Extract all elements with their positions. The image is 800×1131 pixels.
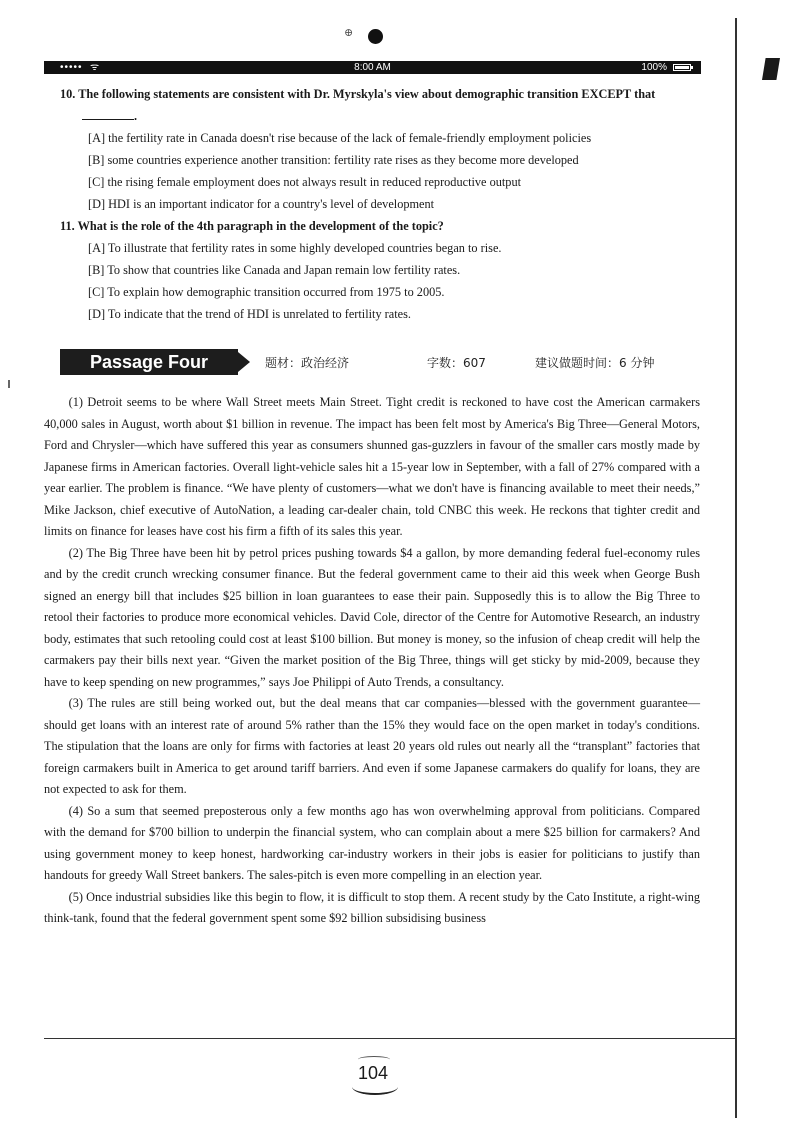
question-11-stem: 11. What is the role of the 4th paragraph in the development of the topic? — [60, 219, 444, 233]
question-10-option-b: [B] some countries experience another transition: fertility rate rises as they become more developed — [88, 153, 579, 167]
question-10-option-c: [C] the rising female employment does not always result in reduced reproductive output — [88, 175, 522, 189]
status-time: 8:00 AM — [354, 62, 391, 73]
banner-arrow-icon — [238, 352, 250, 372]
passage-header — [60, 346, 700, 380]
passage-body — [44, 392, 700, 930]
question-10-stem: 10. The following statements are consistent with Dr. Myrskyla's view about demographic transition EXCEPT that . — [60, 87, 656, 123]
registration-dot-icon — [368, 29, 383, 44]
page-number: 104 — [357, 1063, 389, 1083]
paragraph-2: (2) The Big Three have been hit by petrol prices pushing towards $4 a gallon, by more demanding federal fuel-economy rules and by the credit crunch wrecking consumer finance. But the federal government came to their aid this week when George Bush signed an energy bill that includes $25 billion in loan guarantees to ease their pain. Supposedly this is to allow the Big Three to retool their factories to produce more economical vehicles. David Cole, director of the Centre for Automotive Research, an industry body, estimates that such retooling could cost at least $100 billion. But money is money, so the infusion of cheap credit will help the carmakers pay their bills next year. “Given the market position of the Big Three, things will get sticky by mid-2009, because they have to keep spending on new programmes,” says Joe Philippi of Auto Trends, a consultancy. — [44, 545, 700, 689]
passage-title-banner: Passage Four — [60, 349, 238, 375]
footer-rule — [44, 1038, 735, 1039]
paragraph-1: (1) Detroit seems to be where Wall Street meets Main Street. Tight credit is reckoned to have cost the American carmakers 40,000 sales in August, worth about $1 billion in revenue. The impact has been felt most by America's Big Three—General Motors, Ford and Chrysler—which have suffered this year as consumers shunned gas-guzzlers in favour of the smaller cars mostly made by Japanese firms in American factories. Overall light-vehicle sales hit a 15-year low in September, with a fall of 27% compared with a year earlier. The problem is finance. “We have plenty of customers—what we don't have is financing available to meet their needs,” Mike Jackson, chief executive of AutoNation, a leading car-dealer chain, told CNBC this week. He reckons that tighter credit and limits on finance for leases have cost his firm a fifth of its sales this year. — [44, 395, 700, 538]
registration-mark-icon: ⊕ — [344, 27, 354, 39]
passage-suggested-time: 建议做题时间：6 分钟 — [535, 356, 655, 370]
questions-section — [60, 83, 700, 325]
status-bar — [44, 61, 701, 74]
page-number-ornament-bottom — [352, 1079, 398, 1095]
answer-blank — [82, 107, 134, 120]
signal-strength-icon: ••••• — [60, 62, 83, 73]
battery-icon — [673, 64, 691, 71]
page-edge-rule — [735, 18, 737, 1118]
wifi-icon: ᯤ — [90, 62, 100, 73]
question-10-option-a: [A] the fertility rate in Canada doesn't rise because of the lack of female-friendly employment policies — [88, 131, 592, 145]
paragraph-5: (5) Once industrial subsidies like this begin to flow, it is difficult to stop them. A recent study by the Cato Institute, a right-wing think-tank, found that the federal government spent some $92 billion subsidising business — [44, 889, 700, 925]
question-11-option-c: [C] To explain how demographic transition occurred from 1975 to 2005. — [88, 285, 445, 299]
margin-tick — [8, 380, 10, 388]
question-10-option-d: [D] HDI is an important indicator for a country's level of development — [88, 197, 435, 211]
page-number-ornament-top — [358, 1056, 390, 1063]
question-11-option-a: [A] To illustrate that fertility rates in some highly developed countries began to rise. — [88, 241, 502, 255]
passage-topic: 题材：政治经济 — [265, 356, 350, 370]
battery-percent: 100% — [641, 62, 667, 73]
question-11-option-b: [B] To show that countries like Canada and Japan remain low fertility rates. — [88, 263, 461, 277]
paragraph-4: (4) So a sum that seemed preposterous only a few months ago has won overwhelming approval from politicians. Compared with the demand for $700 billion to underpin the financial system, who can complain about a mere $25 billion for carmakers? And using government money to keep honest, hardworking car-industry workers in their jobs is easier for politicians to justify than handouts for greedy Wall Street bankers. The sales-pitch is even more compelling in an election year. — [44, 803, 700, 882]
passage-word-count: 字数：607 — [427, 356, 486, 370]
paragraph-3: (3) The rules are still being worked out, but the deal means that car companies—blessed with the government guarantee—should get loans with an interest rate of around 5% rather than the 15% they would face on the open market in today's conditions. The stipulation that the loans are only for firms with factories at least 20 years old rules out nearly all the “transplant” factories that foreign carmakers built in America to get around tariff barriers. And even if some Japanese carmakers do qualify for loans, they are not expected to ask for them. — [44, 696, 700, 796]
question-11-option-d: [D] To indicate that the trend of HDI is unrelated to fertility rates. — [88, 307, 411, 321]
page-edge-tab-icon — [762, 58, 780, 80]
